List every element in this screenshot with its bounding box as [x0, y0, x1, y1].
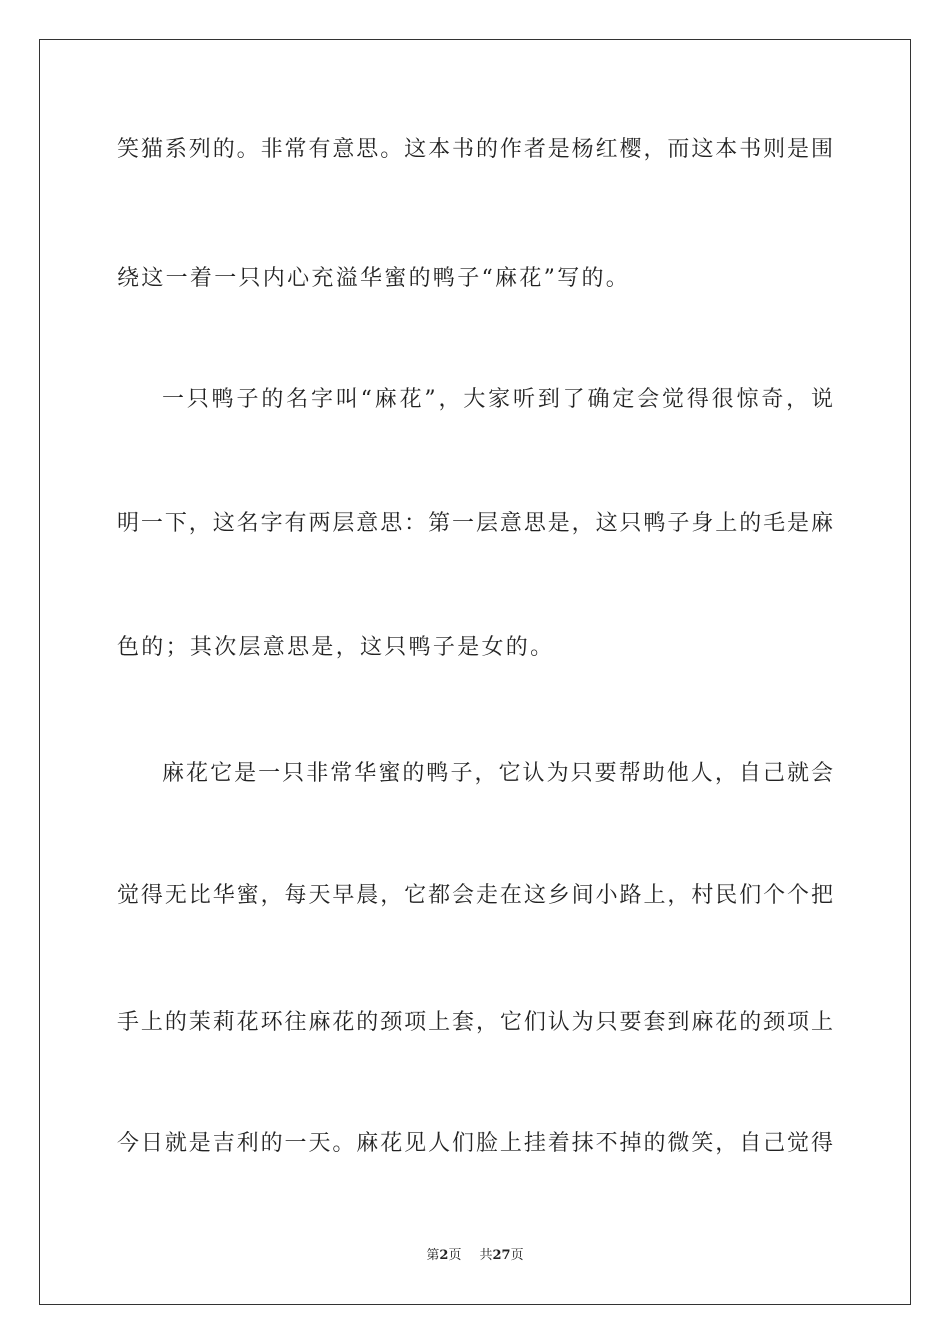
text-line-8: 手上的茉莉花环往麻花的颈项上套，它们认为只要套到麻花的颈项上 — [117, 1010, 833, 1035]
total-pages: 27 — [492, 1248, 511, 1263]
text-line-9: 今日就是吉利的一天。麻花见人们脸上挂着抹不掉的微笑，自己觉得 — [117, 1131, 833, 1156]
text-line-5: 色的；其次层意思是，这只鸭子是女的。 — [117, 635, 555, 660]
text-line-1: 笑猫系列的。非常有意思。这本书的作者是杨红樱，而这本书则是围 — [117, 137, 833, 162]
total-suffix: 页 — [510, 1248, 524, 1263]
page-prefix: 第 — [426, 1248, 440, 1263]
text-line-6: 麻花它是一只非常华蜜的鸭子，它认为只要帮助他人，自己就会 — [162, 761, 833, 786]
text-line-3: 一只鸭子的名字叫“麻花”，大家听到了确定会觉得很惊奇，说 — [162, 387, 833, 412]
text-line-2: 绕这一着一只内心充溢华蜜的鸭子“麻花”写的。 — [117, 266, 631, 291]
text-line-4: 明一下，这名字有两层意思：第一层意思是，这只鸭子身上的毛是麻 — [117, 511, 833, 536]
page-border — [39, 39, 911, 1305]
page-footer — [0, 1247, 950, 1265]
page-suffix: 页 — [448, 1248, 462, 1263]
total-prefix: 共 — [479, 1248, 493, 1263]
text-line-7: 觉得无比华蜜，每天早晨，它都会走在这乡间小路上，村民们个个把 — [117, 883, 833, 908]
page-number: 2 — [439, 1248, 449, 1263]
